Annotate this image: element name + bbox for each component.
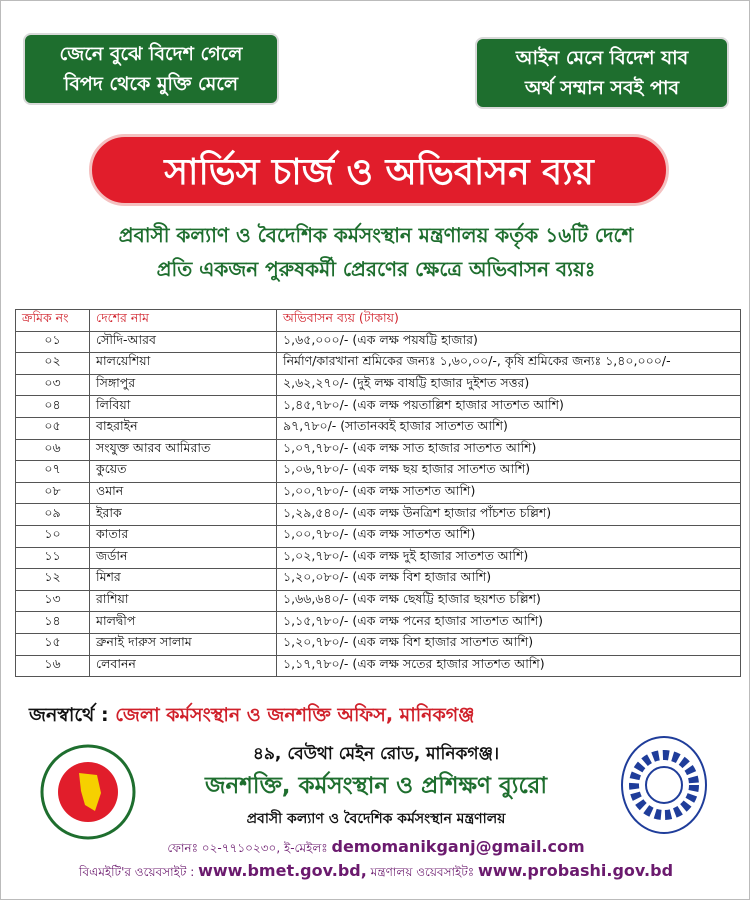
cell-serial: ০৫ — [16, 417, 90, 439]
cell-country: সিঙ্গাপুর — [90, 374, 277, 396]
cell-country: লেবানন — [90, 655, 277, 677]
table-row — [16, 504, 741, 526]
cell-cost: ১,৪৫,৭৮০/- (এক লক্ষ পয়তাল্লিশ হাজার সাতশত আশি) — [277, 396, 741, 418]
table-row — [16, 331, 741, 353]
cell-country: মিশর — [90, 569, 277, 591]
cell-cost: ১,০৭,৭৮০/- (এক লক্ষ সাত হাজার সাতশত আশি) — [277, 439, 741, 461]
table-row — [16, 482, 741, 504]
cell-cost: ১,০০,৭৮০/- (এক লক্ষ সাতশত আশি) — [277, 525, 741, 547]
table-row — [16, 461, 741, 483]
table-row — [16, 374, 741, 396]
bureau-name: জনশক্তি, কর্মসংস্থান ও প্রশিক্ষণ ব্যুরো — [204, 773, 548, 799]
phone-label: ফোনঃ ০২-৭৭১০২৩০, ই-মেইলঃ — [167, 841, 328, 855]
table-row — [16, 547, 741, 569]
table-row — [16, 439, 741, 461]
cell-serial: ১২ — [16, 569, 90, 591]
cell-country: রাশিয়া — [90, 590, 277, 612]
cell-cost: ১,১৭,৭৮০/- (এক লক্ষ সতের হাজার সাতশত আশি) — [277, 655, 741, 677]
poster-title: সার্ভিস চার্জ ও অভিবাসন ব্যয় — [89, 134, 669, 206]
cell-serial: ০৪ — [16, 396, 90, 418]
cell-cost: নির্মাণ/কারখানা শ্রমিকের জন্যঃ ১,৬০,০০/-, কৃষি শ্রমিকের জন্যঃ ১,৪০,০০০/- — [277, 353, 741, 375]
cell-country: মালদ্বীপ — [90, 612, 277, 634]
header-country: দেশের নাম — [90, 310, 277, 332]
cell-country: সংযুক্ত আরব আমিরাত — [90, 439, 277, 461]
cell-country: বাহরাইন — [90, 417, 277, 439]
cell-country: জর্ডান — [90, 547, 277, 569]
cell-serial: ০৭ — [16, 461, 90, 483]
website-line — [1, 861, 750, 884]
cell-serial: ১৬ — [16, 655, 90, 677]
slogan-line: বিপদ থেকে মুক্তি মেলে — [63, 73, 239, 95]
cell-cost: ১,২০,০৮০/- (এক লক্ষ বিশ হাজার আশি) — [277, 569, 741, 591]
cell-serial: ০৮ — [16, 482, 90, 504]
subtitle-line-1: প্রবাসী কল্যাণ ও বৈদেশিক কর্মসংস্থান মন্ত্রণালয় কর্তৃক ১৬টি দেশে — [118, 223, 634, 247]
cell-cost: ১,০০,৭৮০/- (এক লক্ষ সাতশত আশি) — [277, 482, 741, 504]
office-name: জেলা কর্মসংস্থান ও জনশক্তি অফিস, মানিকগঞ্জ — [115, 704, 475, 726]
cell-serial: ০৬ — [16, 439, 90, 461]
cell-country: কাতার — [90, 525, 277, 547]
cell-cost: ১,৬৬,৬৪০/- (এক লক্ষ ছেষট্টি হাজার ছয়শত চল্লিশ) — [277, 590, 741, 612]
bmet-web-label: বিএমইটি'র ওয়েবসাইট : — [78, 865, 195, 879]
table-row — [16, 569, 741, 591]
contact-line — [1, 837, 750, 860]
cell-serial: ০১ — [16, 331, 90, 353]
table-row — [16, 612, 741, 634]
email-link[interactable]: demomanikganj@gmail.com — [331, 837, 585, 856]
table-row — [16, 353, 741, 375]
bmet-website-link[interactable]: www.bmet.gov.bd, — [198, 861, 367, 880]
cell-cost: ১,০৬,৭৮০/- (এক লক্ষ ছয় হাজার সাতশত আশি) — [277, 461, 741, 483]
ministry-name: প্রবাসী কল্যাণ ও বৈদেশিক কর্মসংস্থান মন্ত্রণালয় — [246, 811, 506, 827]
cell-serial: ১০ — [16, 525, 90, 547]
cell-country: মালয়েশিয়া — [90, 353, 277, 375]
cell-country: সৌদি-আরব — [90, 331, 277, 353]
cell-cost: ১,২৯,৫৪০/- (এক লক্ষ উনত্রিশ হাজার পাঁচশত চল্লিশ) — [277, 504, 741, 526]
header-cost: অভিবাসন ব্যয় (টাকায়) — [277, 310, 741, 332]
ministry-web-label: মন্ত্রণালয় ওয়েবসাইটঃ — [370, 865, 475, 879]
cell-serial: ১৫ — [16, 633, 90, 655]
slogan-line: অর্থ সম্মান সবই পাব — [524, 77, 680, 99]
header-serial: ক্রমিক নং — [16, 310, 90, 332]
cell-serial: ১৩ — [16, 590, 90, 612]
cell-serial: ০৯ — [16, 504, 90, 526]
cell-serial: ১১ — [16, 547, 90, 569]
table-row — [16, 590, 741, 612]
cell-cost: ২,৬২,২৭০/- (দুই লক্ষ বাষট্টি হাজার দুইশত সত্তর) — [277, 374, 741, 396]
cell-country: ইরাক — [90, 504, 277, 526]
migration-cost-table — [15, 309, 741, 677]
public-interest-label: জনস্বার্থে : — [29, 704, 109, 726]
cell-cost: ১,৬৫,০০০/- (এক লক্ষ পয়ষট্টি হাজার) — [277, 331, 741, 353]
cell-serial: ০২ — [16, 353, 90, 375]
subtitle-line-2: প্রতি একজন পুরুষকর্মী প্রেরণের ক্ষেত্রে অভিবাসন ব্যয়ঃ — [156, 257, 596, 281]
slogan-box-left — [23, 33, 279, 105]
public-interest-line — [29, 701, 474, 733]
slogan-box-right — [475, 37, 729, 109]
slogan-line: জেনে বুঝে বিদেশ গেলে — [59, 43, 243, 65]
cell-serial: ১৪ — [16, 612, 90, 634]
table-row — [16, 633, 741, 655]
slogan-line: আইন মেনে বিদেশ যাব — [515, 47, 689, 69]
table-row — [16, 525, 741, 547]
ministry-website-link[interactable]: www.probashi.gov.bd — [478, 861, 674, 880]
cell-country: লিবিয়া — [90, 396, 277, 418]
office-address: ৪৯, বেউথা মেইন রোড, মানিকগঞ্জ। — [252, 744, 500, 764]
cell-cost: ১,০২,৭৮০/- (এক লক্ষ দুই হাজার সাতশত আশি) — [277, 547, 741, 569]
cell-country: ব্রুনাই দারুস সালাম — [90, 633, 277, 655]
cell-cost: ১,২০,৭৮০/- (এক লক্ষ বিশ হাজার সাতশত আশি) — [277, 633, 741, 655]
cell-country: ওমান — [90, 482, 277, 504]
cell-serial: ০৩ — [16, 374, 90, 396]
table-row — [16, 417, 741, 439]
table-row — [16, 396, 741, 418]
table-row — [16, 655, 741, 677]
cell-country: কুয়েত — [90, 461, 277, 483]
cell-cost: ৯৭,৭৮০/- (সাতানব্বই হাজার সাতশত আশি) — [277, 417, 741, 439]
cell-cost: ১,১৫,৭৮০/- (এক লক্ষ পনের হাজার সাতশত আশি) — [277, 612, 741, 634]
